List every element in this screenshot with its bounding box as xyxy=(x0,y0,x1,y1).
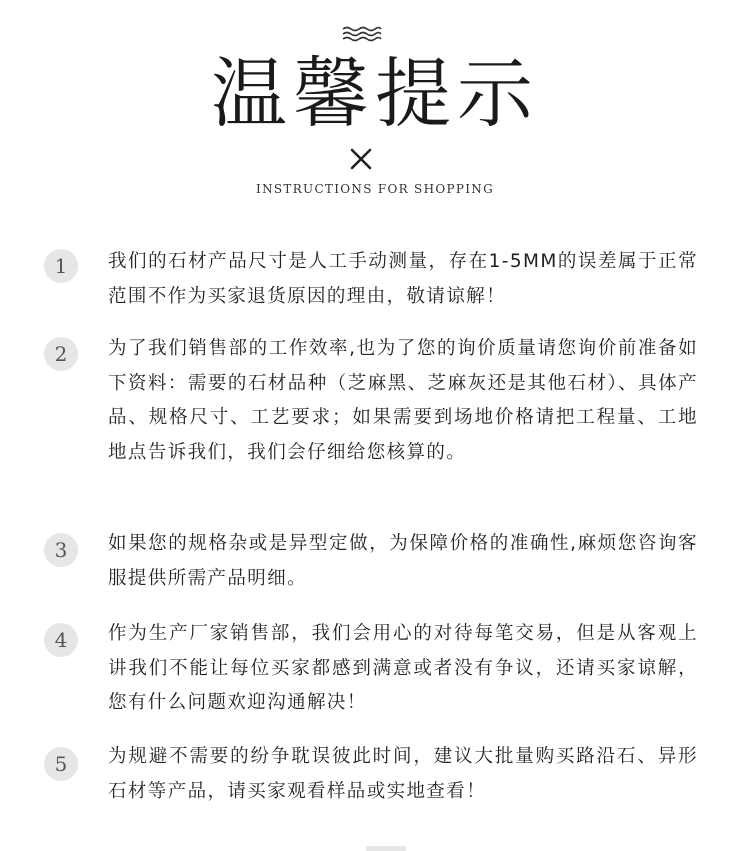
header xyxy=(0,0,750,210)
item-text: 作为生产厂家销售部，我们会用心的对待每笔交易，但是从客观上讲我们不能让每位买家都感到满意或者没有争议，还请买家谅解，您有什么问题欢迎沟通解决！ xyxy=(108,623,698,713)
item-text: 为规避不需要的纷争耽误彼此时间，建议大批量购买路沿石、异形石材等产品，请买家观看样品或实地查看！ xyxy=(108,746,698,802)
item-number-badge: 2 xyxy=(44,337,78,371)
wave-decoration-icon xyxy=(342,26,382,42)
bottom-divider xyxy=(366,846,406,851)
page-title: 温馨提示 xyxy=(211,49,539,138)
item-text: 如果您的规格杂或是异型定做，为保障价格的准确性,麻烦您咨询客服提供所需产品明细。 xyxy=(108,533,698,589)
cross-icon xyxy=(350,148,372,170)
item-text: 为了我们销售部的工作效率,也为了您的询价质量请您询价前准备如下资料：需要的石材品种（芝麻黑、芝麻灰还是其他石材）、具体产品、规格尺寸、工艺要求；如果需要到场地价格请把工程量、工地地点告诉我们，我们会仔细给您核算的。 xyxy=(108,338,698,463)
item-number-badge: 1 xyxy=(44,249,78,283)
item-text: 我们的石材产品尺寸是人工手动测量，存在1-5MM的误差属于正常范围不作为买家退货原因的理由，敬请谅解！ xyxy=(108,251,698,307)
item-number-badge: 4 xyxy=(44,623,78,657)
item-number-badge: 5 xyxy=(44,747,78,781)
item-number-badge: 3 xyxy=(44,533,78,567)
page-subtitle: INSTRUCTIONS FOR SHOPPING xyxy=(256,182,494,196)
